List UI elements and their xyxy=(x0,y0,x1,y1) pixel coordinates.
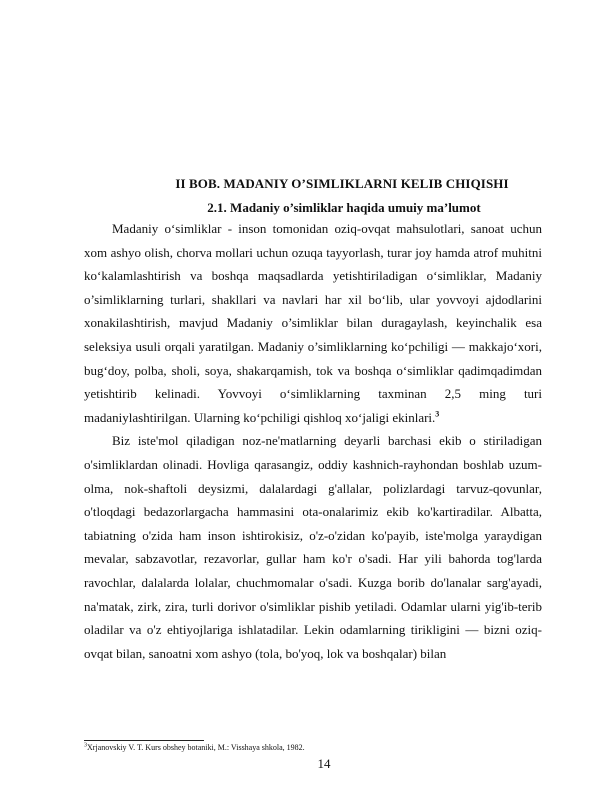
footnote-text: Xrjanovskiy V. T. Kurs obshey botaniki, M.: Visshaya shkola, 1982. xyxy=(87,743,305,752)
paragraph-2 xyxy=(84,429,542,665)
paragraph-1-text: Madaniy o‘simliklar - inson tomonidan oziq-ovqat mahsulotlari, sanoat uchun xom ashyo olish, chorva mollari uchun ozuqa tayyorlash, turar joy hamda atrof muhitni ko‘kalamlashtirish va boshqa maqsadlarda yetishtiriladigan o‘simliklar, Madaniy o’simliklarning turlari, shakllari va navlari har xil bo‘lib, ular yovvoyi ajdodlarini xonakilashtirish, mavjud Madaniy o’simliklar bilan duragaylash, keyinchalik esa seleksiya usuli orqali yaratilgan. Madaniy o’simliklarning ko‘pchiligi — makkajo‘xori, bug‘doy, polba, sholi, soya, shakarqamish, tok va boshqa o‘simliklar qadimqadimdan yetishtirib kelinadi. Yovvoyi o‘simliklarning taxminan 2,5 ming turi madaniylashtirilgan. Ularning ko‘pchiligi qishloq xo‘jaligi ekinlari. xyxy=(84,221,542,425)
paragraph-2-text: Biz iste'mol qiladigan noz-ne'matlarning deyarli barchasi ekib o stiriladigan o'simliklardan olinadi. Hovliga qarasangiz, oddiy kashnich-rayhondan boshlab uzum-olma, nok-shaftoli deysizmi, dalalardagi g'allalar, polizlardagi tarvuz-qovunlar, o'tloqdagi bedazorlargacha hammasini ota-onalarimiz ekib ko'kartiradilar. Albatta, tabiatning o'zida ham inson ishtirokisiz, o'z-o'zidan ko'payib, iste'molga yaraydigan mevalar, sabzavotlar, rezavorlar, gullar ham ko'r o'sadi. Har yili bahorda tog'larda ravochlar, dalalarda lolalar, chuchmomalar o'sadi. Kuzga borib do'lanalar sarg'ayadi, na'matak, zirk, zira, turli dorivor o'simliklar pishib yetiladi. Odamlar ularni yig'ib-terib oladilar va o'z ehtiyojlariga ishlatadilar. Lekin odamlarning tirikligini — bizni oziq-ovqat bilan, sanoatni xom ashyo (tola, bo'yoq, lok va boshqalar) bilan xyxy=(84,433,542,661)
footnote xyxy=(84,743,544,753)
footnote-reference[interactable]: 3 xyxy=(435,409,440,419)
page-number-text: 14 xyxy=(317,756,331,771)
page-number xyxy=(0,756,612,772)
chapter-title-text: II BOB. MADANIY O’SIMLIKLARNI KELIB CHIQISHI xyxy=(175,176,509,191)
section-title xyxy=(0,200,612,216)
body-text xyxy=(84,217,542,665)
footnote-mark: 3 xyxy=(84,742,87,749)
chapter-title xyxy=(0,176,612,192)
footnote-divider xyxy=(84,740,204,741)
section-title-text: 2.1. Madaniy o’simliklar haqida umuiy ma’lumot xyxy=(207,200,481,215)
paragraph-1 xyxy=(84,217,542,429)
